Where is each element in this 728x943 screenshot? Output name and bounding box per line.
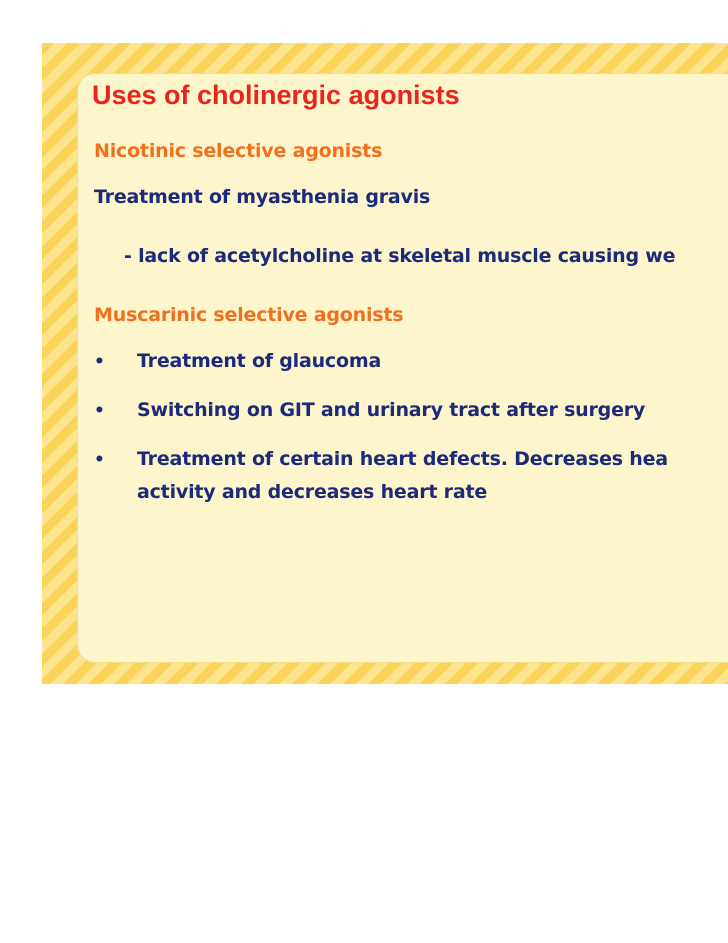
bullet-heart-line1: Treatment of certain heart defects. Decreases hea: [137, 448, 668, 470]
nicotinic-heading: Nicotinic selective agonists: [94, 140, 383, 162]
bullet-git-urinary: Switching on GIT and urinary tract after surgery: [137, 399, 646, 421]
bullet-marker: •: [94, 401, 105, 421]
slide-title: Uses of cholinergic agonists: [92, 80, 460, 110]
myasthenia-line: Treatment of myasthenia gravis: [94, 186, 431, 208]
myasthenia-detail: - lack of acetylcholine at skeletal muscle causing we: [124, 245, 676, 267]
bullet-marker: •: [94, 450, 105, 470]
bullet-glaucoma: Treatment of glaucoma: [137, 350, 382, 372]
muscarinic-heading: Muscarinic selective agonists: [94, 304, 404, 326]
bullet-heart-line2: activity and decreases heart rate: [137, 481, 488, 503]
bullet-marker: •: [94, 352, 105, 372]
